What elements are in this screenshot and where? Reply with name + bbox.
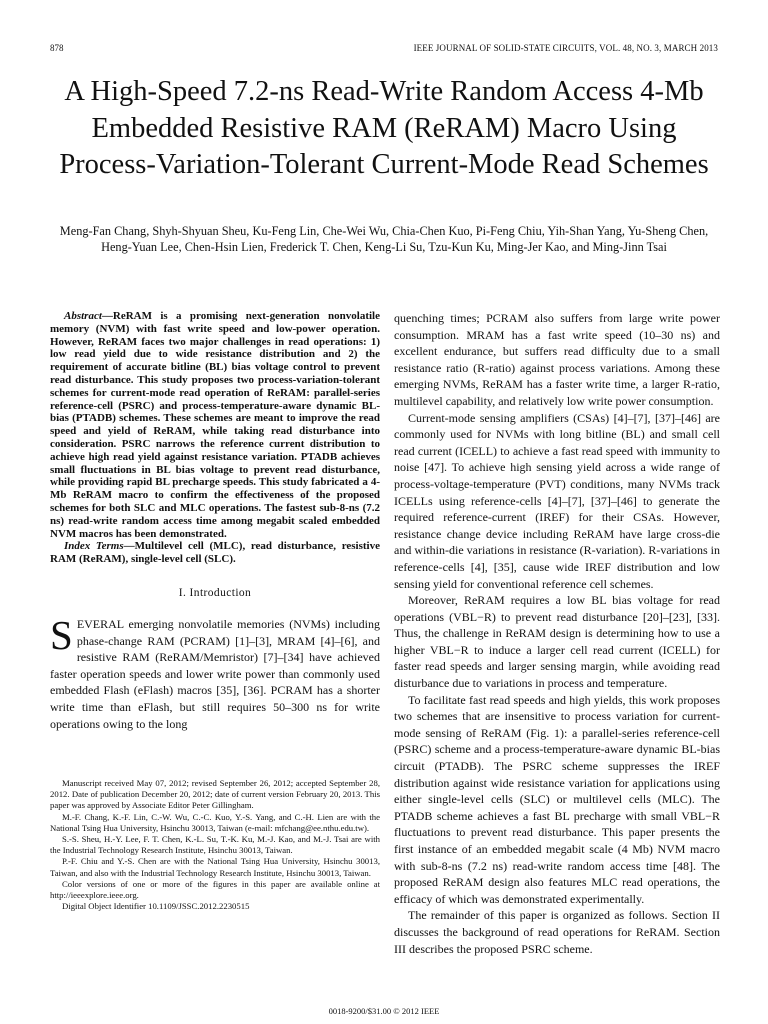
body-paragraph: Moreover, ReRAM requires a low BL bias voltage for read operations (VBL−R) to prevent read disturbance [20]–[23], [33]. Thus, the challenge in ReRAM design is determining how to use a higher VBL−R to induce a larger cell read current (ICELL) for faster read speeds and larger sensing margin, while avoiding read disturbance due to variations in process and temperature. (394, 593, 720, 691)
footnote: P.-F. Chiu and Y.-S. Chen are with the National Tsing Hua University, Hsinchu 30013, Taiwan, and also with the Industrial Technology Research Institute, Hsinchu 30013, Taiwan. (50, 856, 380, 878)
abstract-lead: Abstract (64, 310, 102, 322)
body-paragraph: Current-mode sensing amplifiers (CSAs) [4]–[7], [37]–[46] are commonly used for NVMs with long bitline (BL) and small cell read current (ICELL) to achieve a fast read speed with immunity to noise [47]. To achieve high sensing yield across a wide range of process-voltage-temperature (PVT) conditions, many NVMs track ICELLs using reference-cells [4]–[7], [37]–[46] to generate the required reference-current (IREF) for their CSAs. However, resistance change device including ReRAM have large cross-die and within-die variations in resistance (R-variation). R-variations in reference-cells [4], [35], cause wide IREF distribution and low sensing yield for conventional reference cell schemes. (394, 410, 720, 591)
footnote: S.-S. Sheu, H.-Y. Lee, F. T. Chen, K.-L. Su, T.-K. Ku, M.-J. Kao, and M.-J. Tsai are with the Industrial Technology Research Institute, Hsinchu 30013, Taiwan. (50, 834, 380, 856)
abstract (50, 310, 380, 540)
footnote: M.-F. Chang, K.-F. Lin, C.-W. Wu, C.-C. Kuo, Y.-S. Yang, and C.-H. Lien are with the National Tsing Hua University, Hsinchu 30013, Taiwan (e-mail: mfchang@ee.nthu.edu.tw). (50, 811, 380, 833)
left-column (50, 310, 380, 732)
section-heading: I. Introduction (178, 586, 252, 599)
index-terms (50, 540, 380, 566)
footnote: Digital Object Identifier 10.1109/JSSC.2012.2230515 (62, 901, 250, 912)
footnote: Color versions of one or more of the figures in this paper are available online at http://ieeexplore.ieee.org. (50, 878, 380, 901)
journal-header: IEEE JOURNAL OF SOLID-STATE CIRCUITS, VOL. 48, NO. 3, MARCH 2013 (413, 43, 718, 53)
paper-title: A High-Speed 7.2-ns Read-Write Random Access 4-Mb Embedded Resistive RAM (ReRAM) Macro Using Process-Variation-Tolerant Current-Mode Read Schemes (59, 76, 709, 180)
page-footer: 0018-9200/$31.00 © 2012 IEEE (328, 1006, 440, 1016)
index-terms-lead: Index Terms (64, 540, 124, 553)
intro-paragraph (50, 611, 380, 732)
right-column (394, 310, 720, 957)
footnotes (50, 778, 380, 912)
index-terms-text: —Multilevel cell (MLC), read disturbance, resistive RAM (ReRAM), single-level cell (SLC). (50, 540, 380, 566)
page-number: 878 (50, 43, 64, 53)
abstract-text: —ReRAM is a promising next-generation nonvolatile memory (NVM) with fast write speed and low-power operation. However, ReRAM faces two major challenges in read operations: 1) low read yield due to wide resistance distribution and 2) the requirement of accurate bitline (BL) bias voltage control to prevent read disturbance. This study proposes two process-variation-tolerant schemes for current-mode read operation of ReRAM: parallel-series reference-cell (PSRC) and process-temperature-aware dynamic BL-bias (PTADB) schemes. These schemes are meant to improve the read speed and yield of ReRAM, while taking read disturbance into consideration. PSRC narrows the reference current distribution to achieve high read yield against resistance variation. PTADB achieves small fluctuations in BL bias voltage to prevent read disturbance, while providing rapid BL precharge speeds. This study fabricated a 4-Mb ReRAM macro to confirm the effectiveness of the proposed schemes for both SLC and MLC operations. The fastest sub-8-ns (7.2 ns) read-write random access time among megabit scaled embedded NVM macros has been demonstrated. (50, 310, 380, 540)
footnote: Manuscript received May 07, 2012; revised September 26, 2012; accepted September 28, 2012. Date of publication December 20, 2012; date of current version February 20, 2013. This paper was approved by Associate Editor Peter Gillingham. (50, 778, 380, 811)
author-list: Meng-Fan Chang, Shyh-Shyuan Sheu, Ku-Feng Lin, Che-Wei Wu, Chia-Chen Kuo, Pi-Feng Chiu, Yih-Shan Yang, Yu-Sheng Chen, Heng-Yuan Lee, Chen-Hsin Lien, Frederick T. Chen, Keng-Li Su, Tzu-Kun Ku, Ming-Jer Kao, and Ming-Jinn Tsai (59, 224, 709, 254)
drop-cap: S (50, 611, 73, 658)
intro-text: EVERAL emerging nonvolatile memories (NVMs) including phase-change RAM (PCRAM) [1]–[3], MRAM [4]–[6], and resistive RAM (ReRAM/Memristor) [7]–[34] have achieved faster operation speeds and lower write power than commonly used embedded Flash (eFlash) macros [35], [36]. PCRAM has a shorter write time than eFlash, but still requires 50–300 ns for write operations owing to the long (50, 616, 380, 731)
body-paragraph: To facilitate fast read speeds and high yields, this work proposes two schemes that are insensitive to process variation for current-mode sensing of ReRAM (Fig. 1): a parallel-series reference-cell (PSRC) scheme and a process-temperature-aware dynamic BL-bias circuit (PTADB). The PSRC scheme suppresses the IREF distribution against wide resistance variation for applications using either single-level cells (SLC) or multilevel cells (MLC). The PTADB scheme achieves a fast BL precharge with small VBL−R fluctuations to prevent read disturbance. This paper presents the first instance of an embedded megabit scale (4 Mb) NVM macro with sub-8-ns (7.2 ns) read-write random access time [48]. The proposed ReRAM design also features MLC read operations, the efficacy of which was demonstrated experimentally. (394, 692, 720, 906)
body-paragraph: The remainder of this paper is organized as follows. Section II discusses the background of read operations for ReRAM. Section III describes the proposed PSRC scheme. (394, 908, 720, 956)
body-paragraph: quenching times; PCRAM also suffers from large write power consumption. MRAM has a fast write speed (10–30 ns) and excellent endurance, but suffers read difficulty due to a small resistance ratio (R-ratio) against process variations. Among these emerging NVMs, ReRAM has a faster write time, a larger R-ratio, multilevel capability, and relatively low write power consumption. (394, 311, 720, 408)
